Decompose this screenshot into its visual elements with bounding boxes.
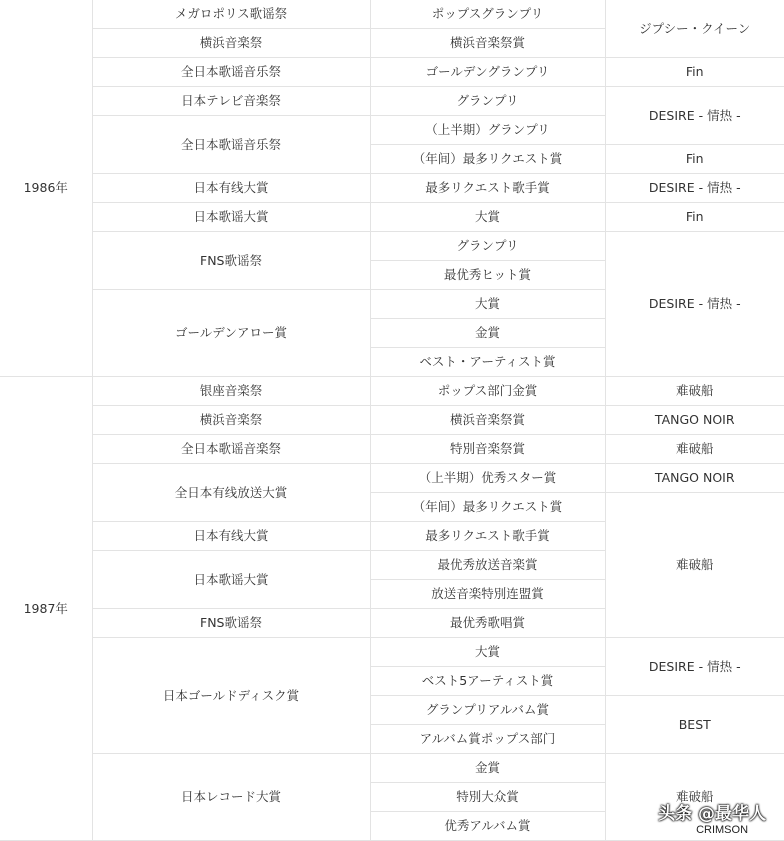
event-cell: 横浜音楽祭 [92,29,370,58]
award-cell: グランプリアルバム賞 [370,696,605,725]
work-cell: DESIRE - 情热 - [605,174,784,203]
award-cell: ポップス部门金賞 [370,377,605,406]
event-cell: 日本レコード大賞 [92,754,370,841]
award-cell: ゴールデングランプリ [370,58,605,87]
year-cell: 1987年 [0,377,92,841]
watermark-handle: 头条 @最华人 [658,804,766,824]
event-cell: 日本歌谣大賞 [92,551,370,609]
award-cell: ベスト・アーティスト賞 [370,348,605,377]
work-cell: ジプシー・クイーン [605,0,784,58]
event-cell: 全日本歌谣音楽祭 [92,435,370,464]
table-row [0,638,784,667]
event-cell: メガロポリス歌谣祭 [92,0,370,29]
table-row [0,58,784,87]
work-cell: Fin [605,203,784,232]
award-cell: グランプリ [370,232,605,261]
table-row [0,232,784,261]
award-cell: 大賞 [370,638,605,667]
table-row [0,377,784,406]
work-cell: Fin [605,145,784,174]
work-cell: 难破船 [605,493,784,638]
event-cell: ゴールデンアロー賞 [92,290,370,377]
table-row [0,174,784,203]
award-cell: ベスト5アーティスト賞 [370,667,605,696]
award-cell: 最多リクエスト歌手賞 [370,174,605,203]
table-row [0,406,784,435]
table-row [0,435,784,464]
event-cell: 横浜音楽祭 [92,406,370,435]
award-cell: 最优秀ヒット賞 [370,261,605,290]
event-cell: FNS歌谣祭 [92,609,370,638]
award-cell: グランプリ [370,87,605,116]
work-cell: TANGO NOIR [605,406,784,435]
award-cell: アルバム賞ポップス部门 [370,725,605,754]
award-cell: 最多リクエスト歌手賞 [370,522,605,551]
work-cell: DESIRE - 情热 - [605,87,784,145]
event-cell: 日本有线大賞 [92,174,370,203]
event-cell: 日本歌谣大賞 [92,203,370,232]
event-cell: 银座音楽祭 [92,377,370,406]
award-cell: 大賞 [370,203,605,232]
event-cell: 全日本歌谣音乐祭 [92,58,370,87]
award-cell: 最优秀歌唱賞 [370,609,605,638]
event-cell: FNS歌谣祭 [92,232,370,290]
table-row [0,464,784,493]
work-cell: DESIRE - 情热 - [605,232,784,377]
event-cell: 全日本歌谣音乐祭 [92,116,370,174]
award-cell: 特別音楽祭賞 [370,435,605,464]
work-cell: TANGO NOIR [605,464,784,493]
award-cell: （上半期）グランプリ [370,116,605,145]
award-cell: 放送音楽特別连盟賞 [370,580,605,609]
work-cell: Fin [605,58,784,87]
award-cell: （年间）最多リクエスト賞 [370,145,605,174]
award-cell: 横浜音楽祭賞 [370,406,605,435]
award-cell: 特別大众賞 [370,783,605,812]
award-cell: ポップスグランプリ [370,0,605,29]
work-cell: 难破船 [605,377,784,406]
award-cell: 优秀アルバム賞 [370,812,605,841]
year-cell: 1986年 [0,0,92,377]
award-cell: 金賞 [370,754,605,783]
work-cell: 难破船 [605,435,784,464]
award-cell: （年间）最多リクエスト賞 [370,493,605,522]
table-row [0,0,784,29]
table-row [0,87,784,116]
award-cell: 大賞 [370,290,605,319]
award-cell: 最优秀放送音楽賞 [370,551,605,580]
award-cell: （上半期）优秀スター賞 [370,464,605,493]
event-cell: 日本ゴールドディスク賞 [92,638,370,754]
event-cell: 日本テレビ音楽祭 [92,87,370,116]
table-row [0,754,784,783]
award-cell: 横浜音楽祭賞 [370,29,605,58]
event-cell: 全日本有线放送大賞 [92,464,370,522]
event-cell: 日本有线大賞 [92,522,370,551]
work-cell: BEST [605,696,784,754]
watermark-label: CRIMSON [696,824,749,836]
award-cell: 金賞 [370,319,605,348]
work-cell: 难破船 [605,754,784,841]
table-row [0,203,784,232]
work-cell: DESIRE - 情热 - [605,638,784,696]
